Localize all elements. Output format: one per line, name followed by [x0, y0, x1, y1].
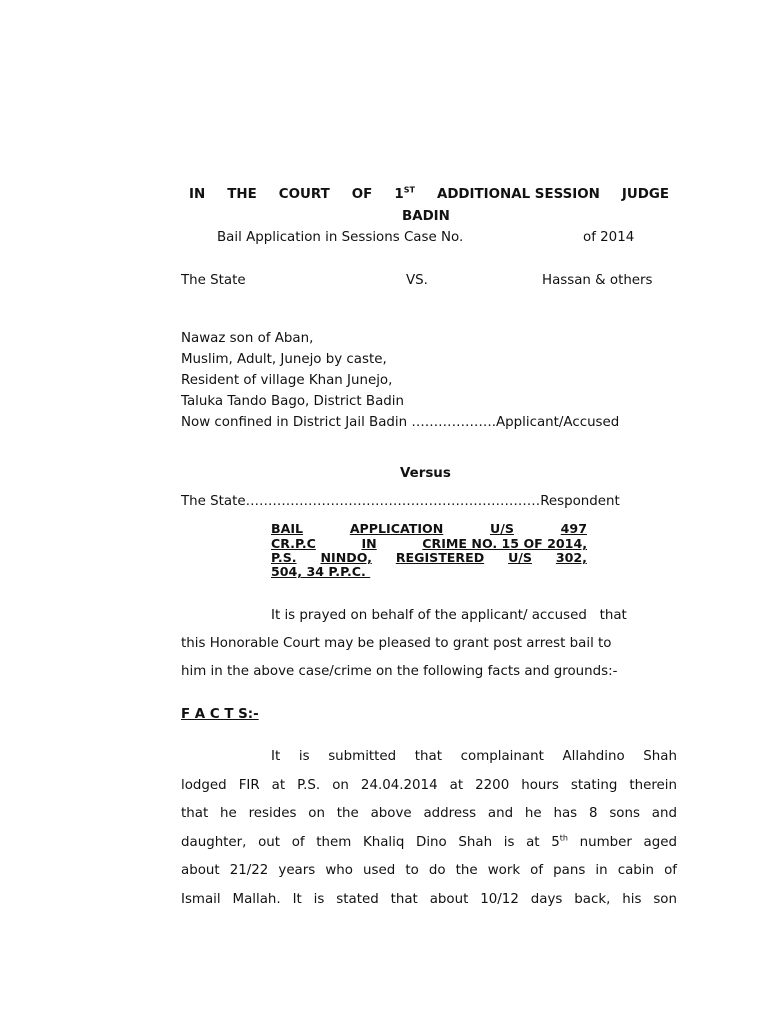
facts-line: Ismail Mallah. It is stated that about 10/12 days back, his son	[181, 892, 677, 907]
facts-line: about 21/22 years who used to do the work of pans in cabin of	[181, 863, 677, 878]
court-title-word: THE	[227, 187, 257, 202]
party-state: The State	[181, 273, 246, 288]
applicant-line: Taluka Tando Bago, District Badin	[181, 394, 405, 409]
court-title-line2: BADIN	[402, 209, 450, 224]
versus-heading: Versus	[400, 466, 451, 481]
bail-heading-line: CR.P.C IN CRIME NO. 15 OF 2014,	[271, 536, 587, 551]
prayer-line: this Honorable Court may be pleased to grant post arrest bail to	[181, 636, 612, 651]
case-year: of 2014	[583, 230, 635, 245]
applicant-line: Now confined in District Jail Badin ……………….Applicant/Accused	[181, 415, 620, 430]
court-title-line1	[189, 187, 669, 202]
facts-line: lodged FIR at P.S. on 24.04.2014 at 2200 hours stating therein	[181, 778, 677, 793]
bail-heading-line: P.S. NINDO, REGISTERED U/S 302,	[271, 550, 587, 565]
applicant-line: Nawaz son of Aban,	[181, 331, 314, 346]
court-title-word: COURT	[278, 187, 330, 202]
bail-heading-line: BAIL APPLICATION U/S 497	[271, 521, 587, 536]
court-title-word: IN	[189, 187, 206, 202]
court-title-word: ADDITIONAL SESSION	[436, 187, 600, 202]
party-accused: Hassan & others	[542, 273, 653, 288]
court-title-word: JUDGE	[621, 187, 669, 202]
prayer-line: It is prayed on behalf of the applicant/ accused that	[271, 608, 627, 623]
court-title-ordinal: 1ST	[394, 185, 415, 202]
facts-line: daughter, out of them Khaliq Dino Shah is at 5th number aged	[181, 833, 678, 850]
facts-heading: F A C T S:-	[181, 707, 259, 722]
prayer-line: him in the above case/crime on the following facts and grounds:-	[181, 664, 618, 679]
court-title-word: OF	[351, 187, 373, 202]
party-versus: VS.	[406, 273, 428, 288]
applicant-line: Resident of village Khan Junejo,	[181, 373, 393, 388]
facts-line: It is submitted that complainant Allahdino Shah	[271, 749, 677, 764]
facts-line: that he resides on the above address and he has 8 sons and	[181, 806, 677, 821]
case-number-label: Bail Application in Sessions Case No.	[217, 230, 464, 245]
respondent-line: The State…………………………………………………………Respondent	[181, 494, 620, 509]
applicant-line: Muslim, Adult, Junejo by caste,	[181, 352, 387, 367]
bail-heading-line: 504, 34 P.P.C.	[271, 564, 371, 579]
